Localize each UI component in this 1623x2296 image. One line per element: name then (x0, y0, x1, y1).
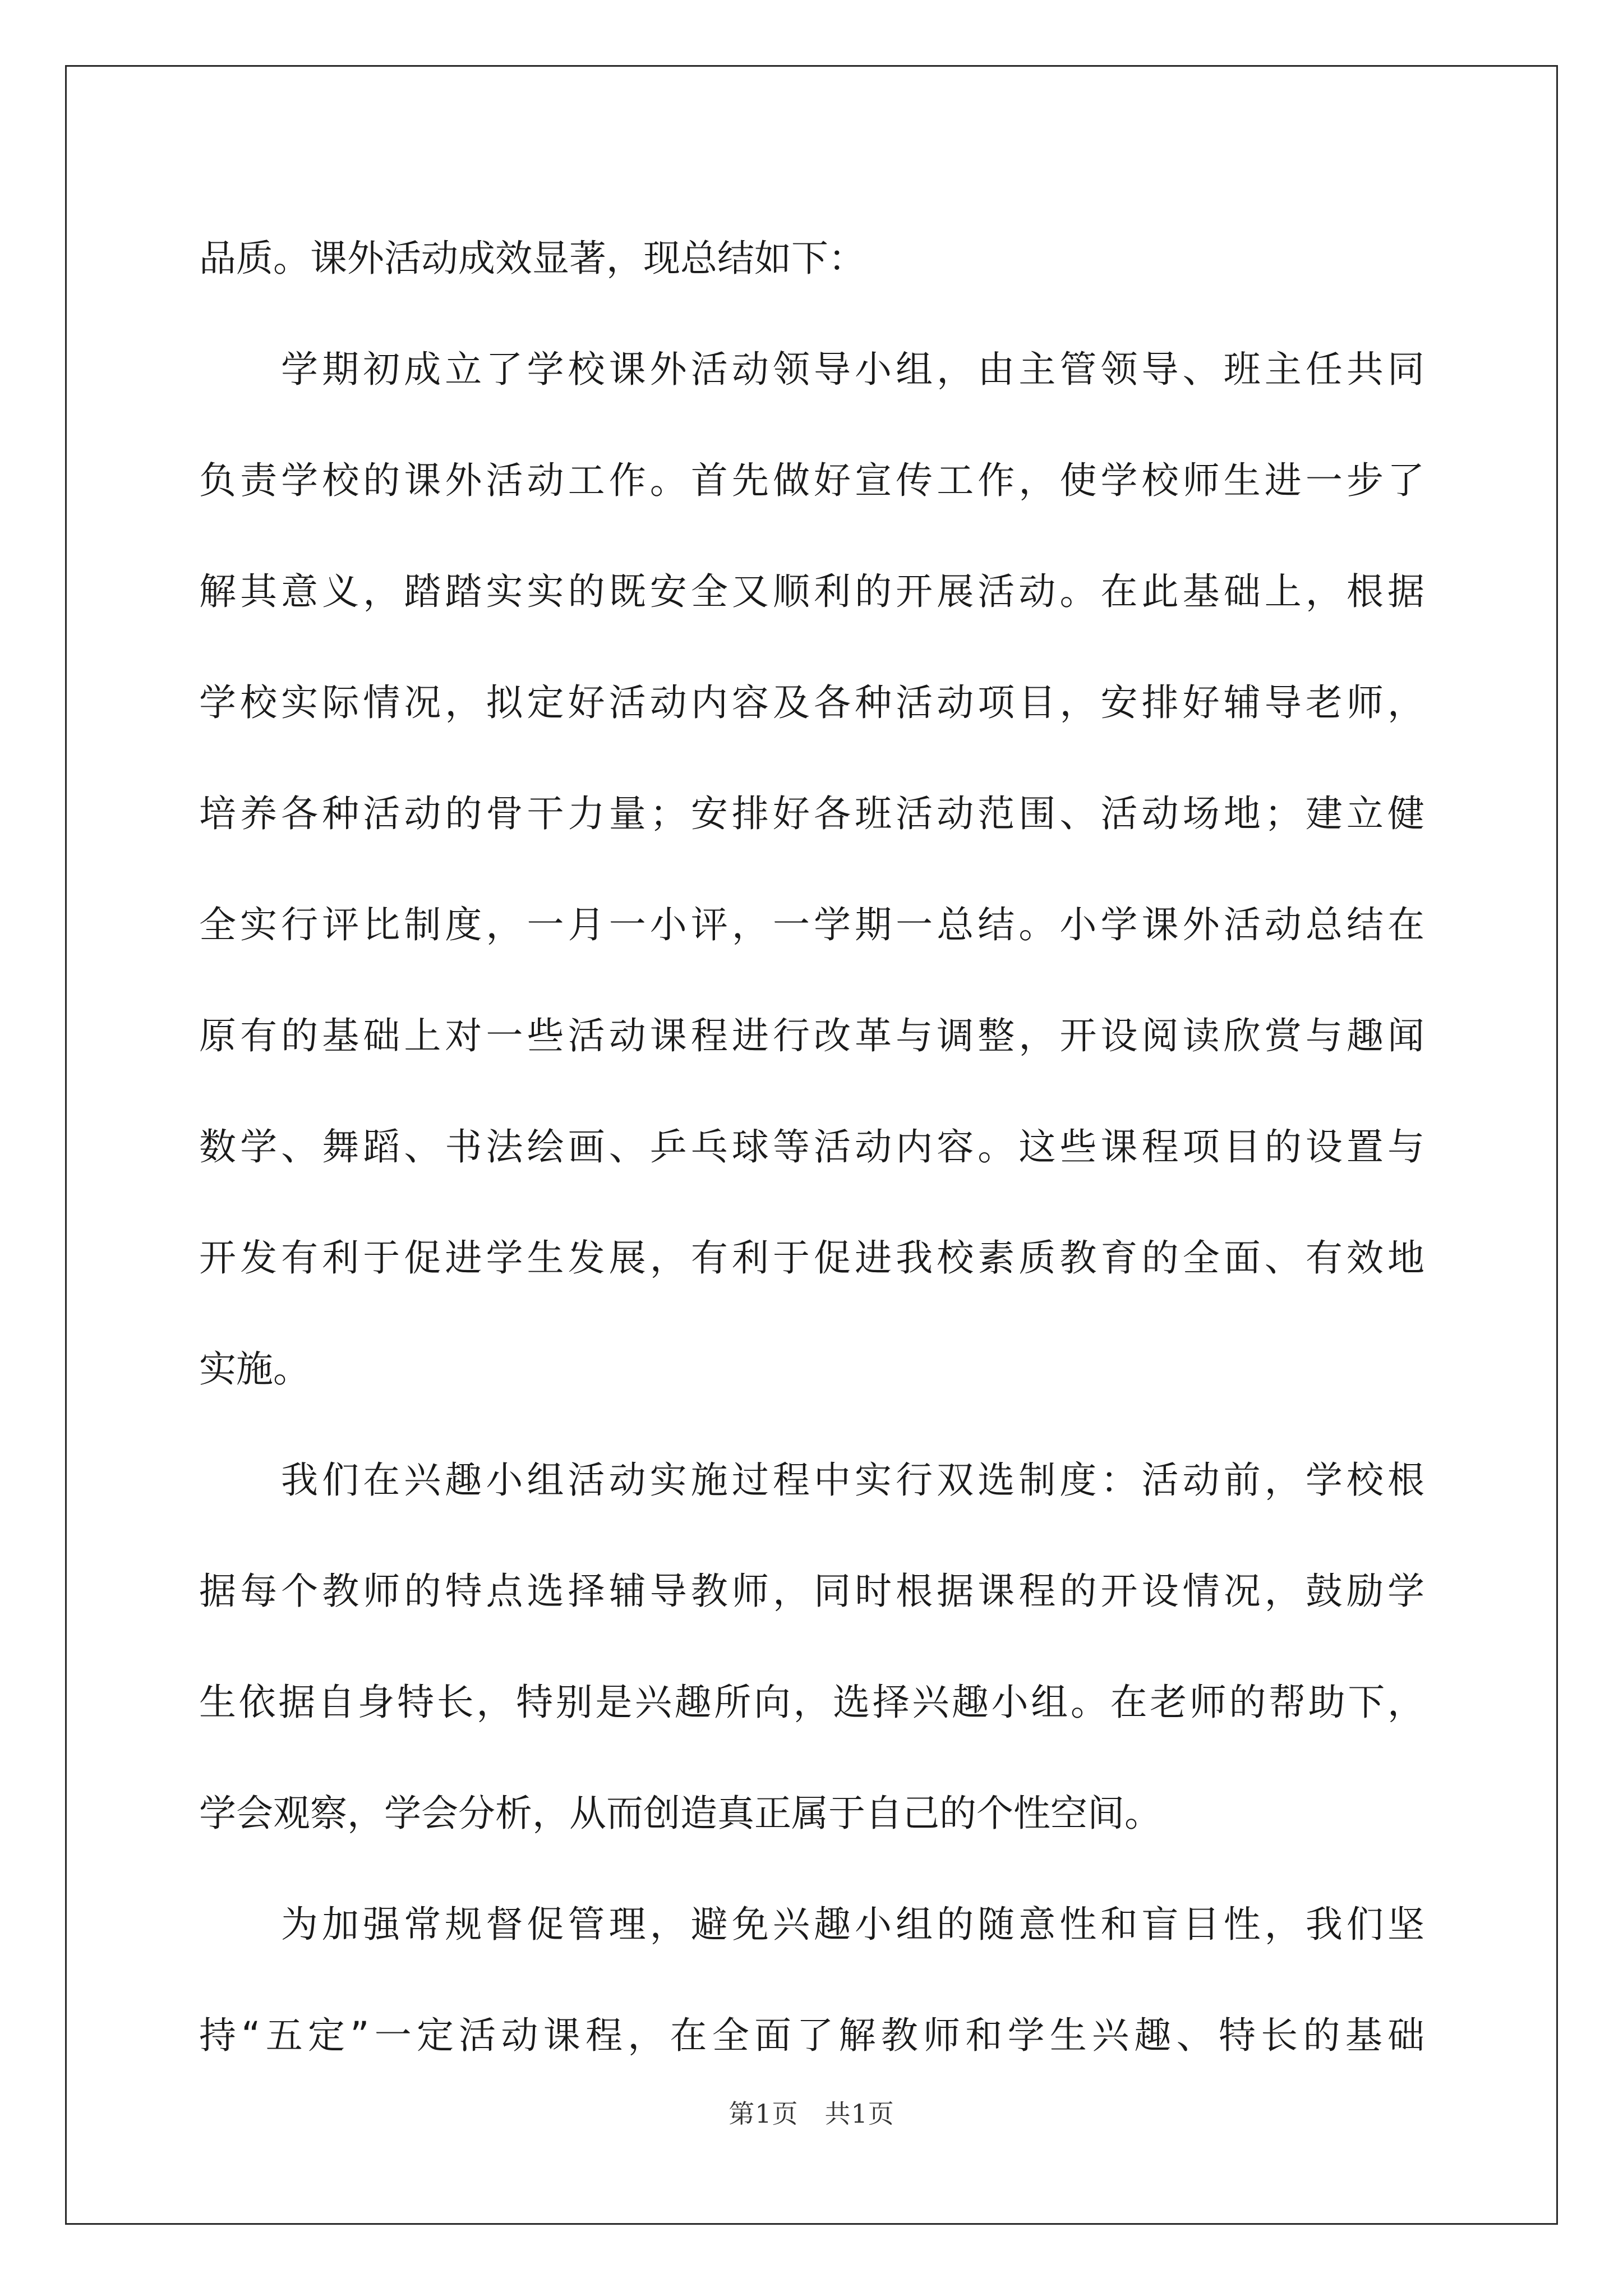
text-line: 解其意义，踏踏实实的既安全又顺利的开展活动。在此基础上，根据 (199, 570, 1424, 613)
page-number: 第1页 共1页 (728, 2099, 895, 2129)
text-line: 负责学校的课外活动工作。首先做好宣传工作，使学校师生进一步了 (199, 459, 1424, 502)
text-line: 全实行评比制度，一月一小评，一学期一总结。小学课外活动总结在 (199, 903, 1424, 946)
text-line: 品质。课外活动成效显著，现总结如下： (199, 237, 865, 280)
text-line: 生依据自身特长，特别是兴趣所向，选择兴趣小组。在老师的帮助下， (199, 1681, 1424, 1724)
text-line: 持“五定”一定活动课程，在全面了解教师和学生兴趣、特长的基础 (199, 2014, 1424, 2057)
text-line: 原有的基础上对一些活动课程进行改革与调整，开设阅读欣赏与趣闻 (199, 1014, 1424, 1057)
text-line: 培养各种活动的骨干力量；安排好各班活动范围、活动场地；建立健 (199, 792, 1424, 835)
text-line: 学会观察，学会分析，从而创造真正属于自己的个性空间。 (199, 1792, 1161, 1835)
document-body (199, 203, 1424, 2091)
text-line: 我们在兴趣小组活动实施过程中实行双选制度：活动前，学校根 (281, 1458, 1424, 1502)
text-line: 数学、舞蹈、书法绘画、乒乓球等活动内容。这些课程项目的设置与 (199, 1125, 1424, 1168)
text-line: 学校实际情况，拟定好活动内容及各种活动项目，安排好辅导老师， (199, 681, 1424, 724)
text-line: 开发有利于促进学生发展，有利于促进我校素质教育的全面、有效地 (199, 1236, 1424, 1280)
text-line: 为加强常规督促管理，避免兴趣小组的随意性和盲目性，我们坚 (281, 1903, 1424, 1946)
text-line: 实施。 (199, 1347, 310, 1391)
text-line: 据每个教师的特点选择辅导教师，同时根据课程的开设情况，鼓励学 (199, 1570, 1424, 1613)
text-line: 学期初成立了学校课外活动领导小组，由主管领导、班主任共同 (281, 348, 1424, 391)
